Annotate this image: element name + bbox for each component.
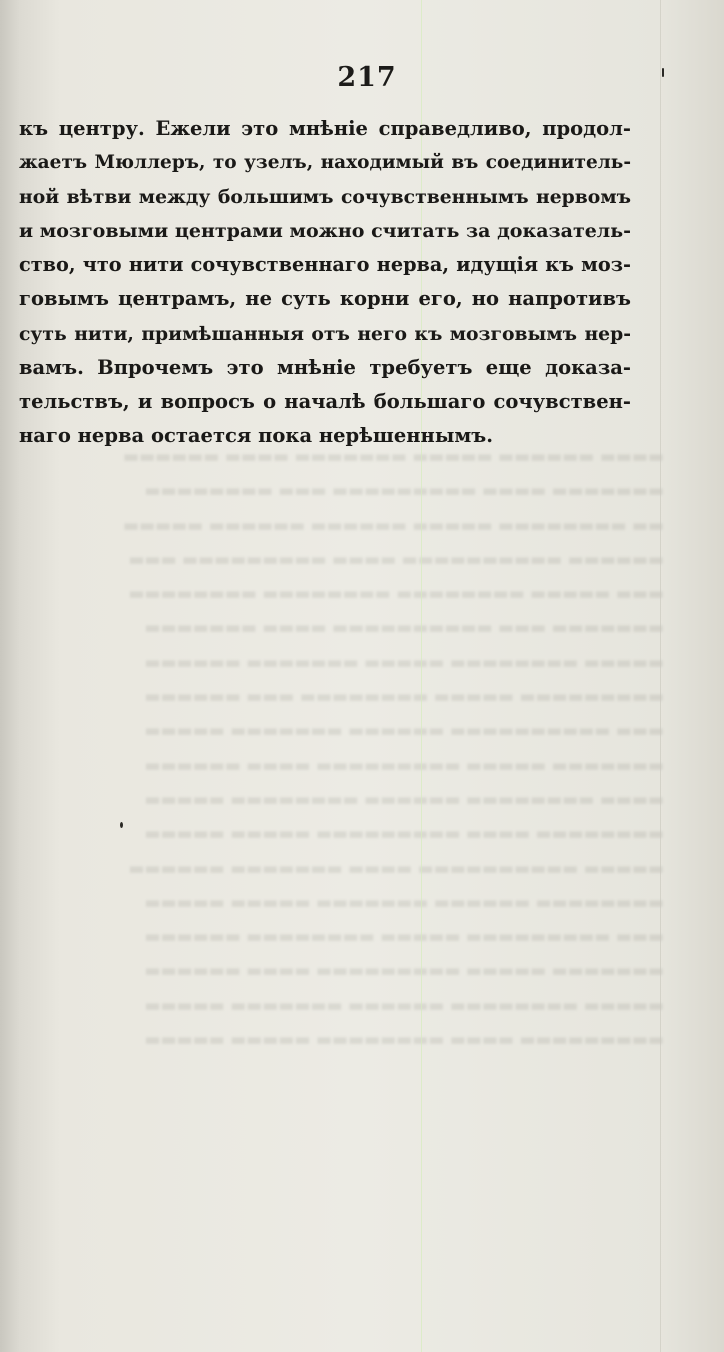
text-line: суть нити, примѣшанныя отъ него къ мозговымъ нер- [19,322,631,345]
text-line: тельствъ, и вопросъ о началѣ большаго сочувствен- [19,389,631,413]
ink-speck [662,68,664,77]
text-line: ной вѣтви между большимъ сочувственнымъ нервомъ [19,186,631,209]
show-through-texture: ▬▬▬▬ ▬▬▬▬▬▬ ▬▬▬▬▬ ▬▬▬▬▬▬▬ ▬▬▬▬ ▬▬▬▬▬▬ ▬▬▬▬▬▬▬ ▬▬▬▬ ▬▬▬▬▬▬▬▬▬ ▬▬▬ ▬▬▬▬▬▬▬▬ ▬▬ ▬▬▬▬▬▬▬▬ ▬▬▬▬▬ ▬▬▬▬▬▬ ▬▬▬▬▬▬ ▬▬▬▬▬ ▬▬▬▬▬▬ ▬▬▬▬▬▬▬▬▬▬ ▬▬▬▬ ▬▬▬▬▬▬▬▬▬ ▬▬▬ ▬▬▬ ▬▬▬▬▬ ▬▬▬▬▬▬▬▬ ▬▬▬▬▬▬▬▬ ▬▬▬▬▬▬▬▬ ▬▬▬▬▬▬▬ ▬▬▬ ▬▬▬▬▬▬▬▬▬▬ ▬▬▬▬ ▬▬▬▬▬▬▬ ▬▬▬▬▬ ▬▬▬▬▬▬▬▬ ▬▬▬▬▬ ▬▬▬▬▬▬▬ ▬▬▬▬▬▬ ▬▬▬▬▬▬▬▬▬ ▬▬▬▬▬ ▬▬▬▬▬▬▬▬ ▬▬▬ ▬▬▬▬▬▬ ▬▬▬ ▬▬▬▬▬▬▬▬▬▬ ▬▬▬▬▬▬ ▬▬▬▬▬▬▬ ▬▬▬▬▬ ▬▬▬▬▬▬▬ ▬▬▬▬▬ ▬▬▬▬▬▬▬▬▬ ▬▬▬▬ ▬▬▬▬▬▬ ▬▬▬▬ ▬▬▬▬▬▬▬▬ ▬▬▬▬▬▬ ▬▬▬▬▬▬▬▬ ▬▬▬▬▬ ▬▬▬▬▬▬▬▬ ▬▬▬▬ ▬▬▬▬▬▬▬▬▬ ▬▬▬▬▬ ▬▬▬▬▬ ▬▬▬▬▬ ▬▬▬▬▬▬▬▬▬▬ ▬▬▬▬ ▬▬▬▬▬▬▬ ▬▬▬▬▬▬ ▬▬▬▬▬▬▬▬ ▬▬▬▬▬▬ ▬▬▬▬▬▬▬ ▬▬▬▬▬ ▬▬▬▬▬ ▬▬▬ ▬▬▬▬▬▬▬▬▬ ▬▬▬▬▬ ▬▬▬▬▬▬▬▬ ▬▬▬▬▬▬ ▬▬▬▬▬▬▬ ▬▬▬▬▬ ▬▬▬▬▬▬▬▬▬ ▬▬▬▬ ▬▬▬▬▬▬ ▬▬▬▬▬ ▬▬▬▬▬▬▬▬ ▬▬▬▬▬▬ ▬▬▬▬▬▬▬ ▬▬▬▬▬ ▬▬▬▬▬▬▬▬▬ ▬▬▬▬ ▬▬▬▬▬▬▬▬ ▬▬▬▬▬ ▬▬▬▬▬ [122,447,664,1051]
text-line: жаетъ Мюллеръ, то узелъ, находимый въ соединитель- [19,152,631,174]
text-line: наго нерва остается пока нерѣшеннымъ. [19,423,494,447]
page-number: 217 [337,62,397,93]
paper-crease [660,0,661,1352]
body-paragraph [19,112,631,453]
text-line: говымъ центрамъ, не суть корни его, но напротивъ [19,287,631,311]
text-line: вамъ. Впрочемъ это мнѣніе требуетъ еще доказа- [19,355,631,379]
ink-speck [120,822,123,828]
text-line: и мозговыми центрами можно считать за доказатель- [19,220,631,243]
text-line: ство, что нити сочувственнаго нерва, идущія къ моз- [19,253,631,277]
text-line: къ центру. Ежели это мнѣніе справедливо, продол- [19,117,631,140]
